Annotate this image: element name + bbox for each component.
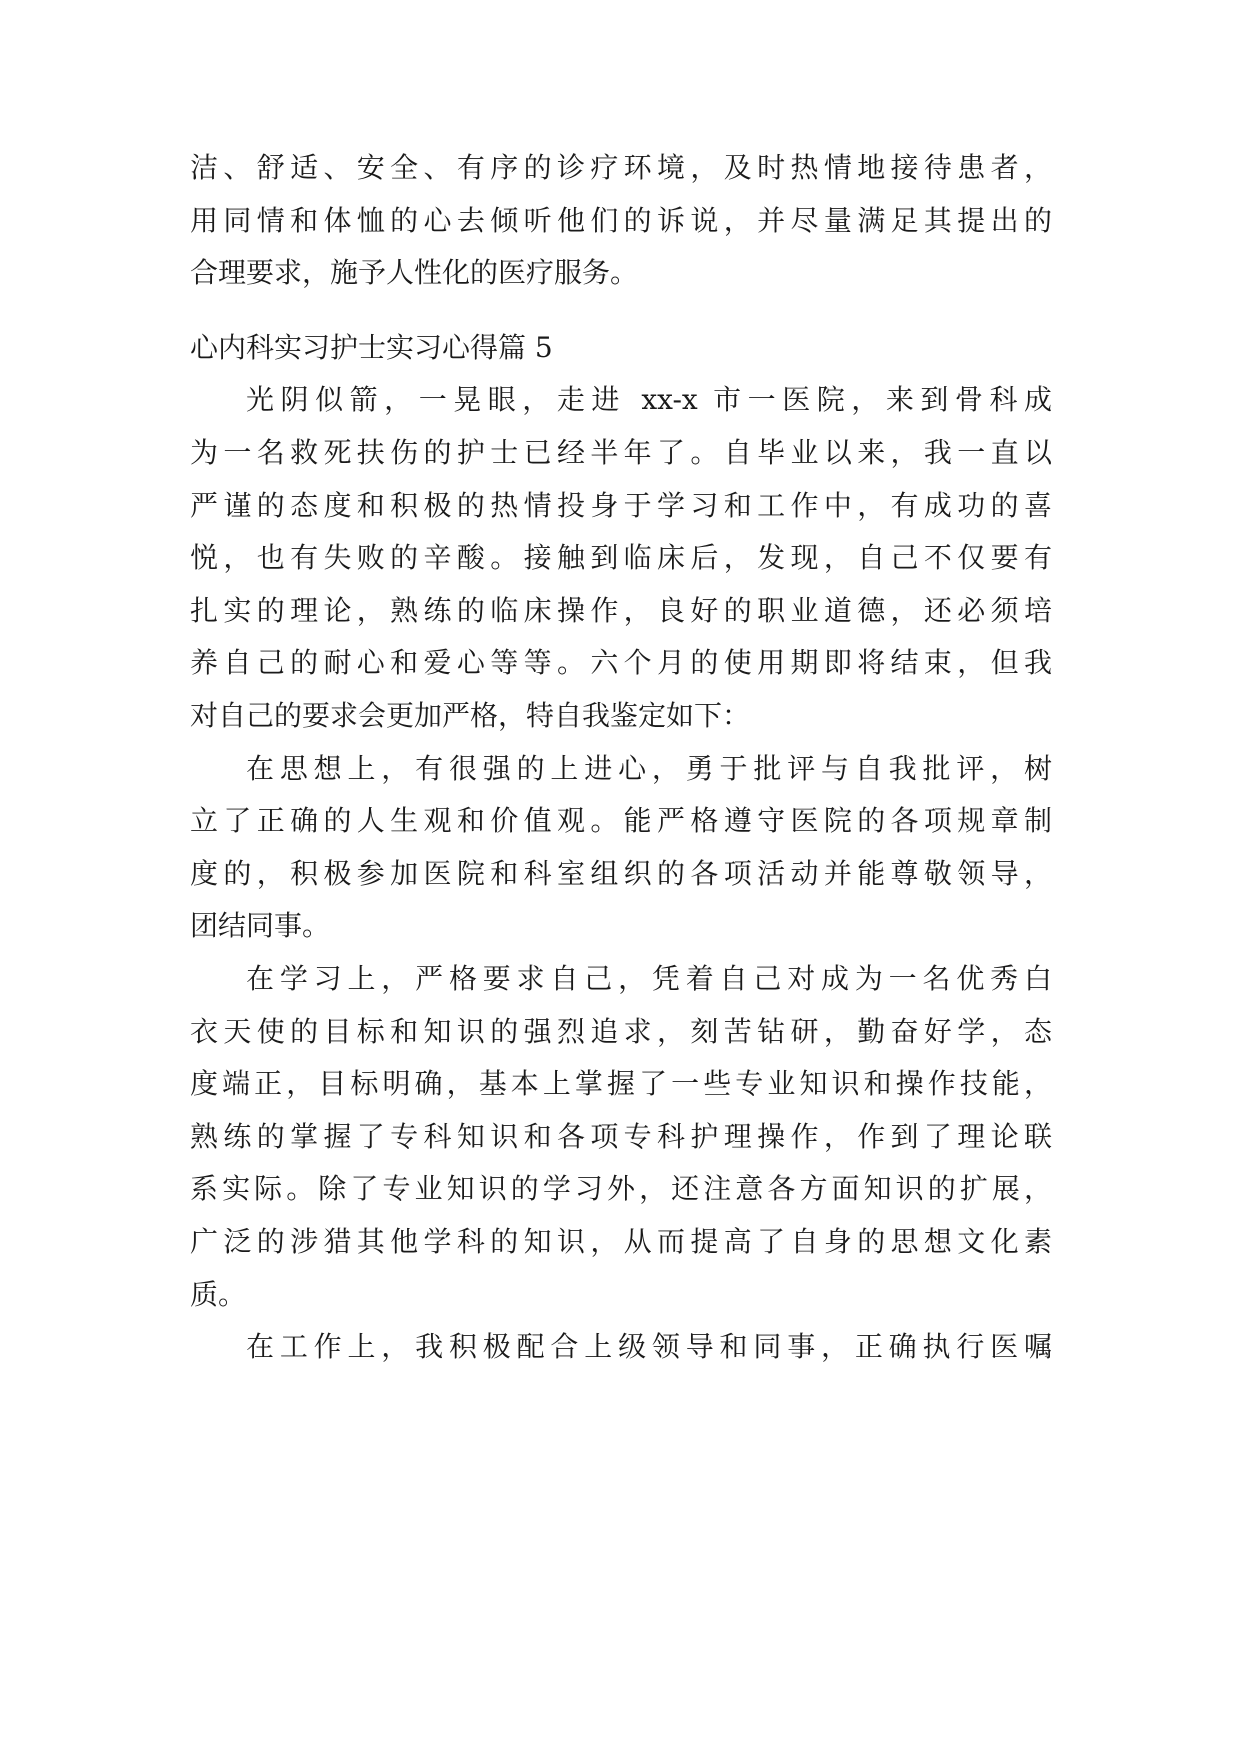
section-heading: 心内科实习护士实习心得篇 5 [190, 330, 553, 364]
paragraph-line: 立了正确的人生观和价值观。能严格遵守医院的各项规章制 [190, 804, 1052, 838]
paragraph-line: 合理要求，施予人性化的医疗服务。 [190, 256, 639, 290]
paragraph-line: 系实际。除了专业知识的学习外，还注意各方面知识的扩展， [190, 1172, 1052, 1206]
paragraph-line: 对自己的要求会更加严格，特自我鉴定如下： [190, 699, 751, 733]
paragraph-line: 熟练的掌握了专科知识和各项专科护理操作，作到了理论联 [190, 1119, 1052, 1153]
paragraph-line: 在工作上，我积极配合上级领导和同事，正确执行医嘱 [246, 1330, 1052, 1364]
paragraph-line: 度的，积极参加医院和科室组织的各项活动并能尊敬领导， [190, 856, 1052, 890]
paragraph-line: 在学习上，严格要求自己，凭着自己对成为一名优秀白 [246, 962, 1052, 996]
paragraph-line: 团结同事。 [190, 909, 331, 943]
paragraph-line: 在思想上，有很强的上进心，勇于批评与自我批评，树 [246, 751, 1052, 785]
paragraph-line: 广泛的涉猎其他学科的知识，从而提高了自身的思想文化素 [190, 1225, 1052, 1259]
paragraph-line: 衣天使的目标和知识的强烈追求，刻苦钻研，勤奋好学，态 [190, 1014, 1052, 1048]
paragraph-line: 为一名救死扶伤的护士已经半年了。自毕业以来，我一直以 [190, 436, 1052, 470]
paragraph-line: 度端正，目标明确，基本上掌握了一些专业知识和操作技能， [190, 1067, 1052, 1101]
paragraph-line: 扎实的理论，熟练的临床操作，良好的职业道德，还必须培 [190, 593, 1052, 627]
paragraph-line: 养自己的耐心和爱心等等。六个月的使用期即将结束，但我 [190, 646, 1052, 680]
paragraph-line: 洁、舒适、安全、有序的诊疗环境，及时热情地接待患者， [190, 151, 1052, 184]
paragraph-line: 悦，也有失败的辛酸。接触到临床后，发现，自己不仅要有 [190, 541, 1052, 575]
paragraph-line: 质。 [190, 1277, 247, 1311]
paragraph-line: 严谨的态度和积极的热情投身于学习和工作中，有成功的喜 [190, 488, 1052, 522]
paragraph-line: 用同情和体恤的心去倾听他们的诉说，并尽量满足其提出的 [190, 203, 1052, 237]
paragraph-line: 光阴似箭，一晃眼，走进 xx-x 市一医院，来到骨科成 [246, 383, 1052, 417]
